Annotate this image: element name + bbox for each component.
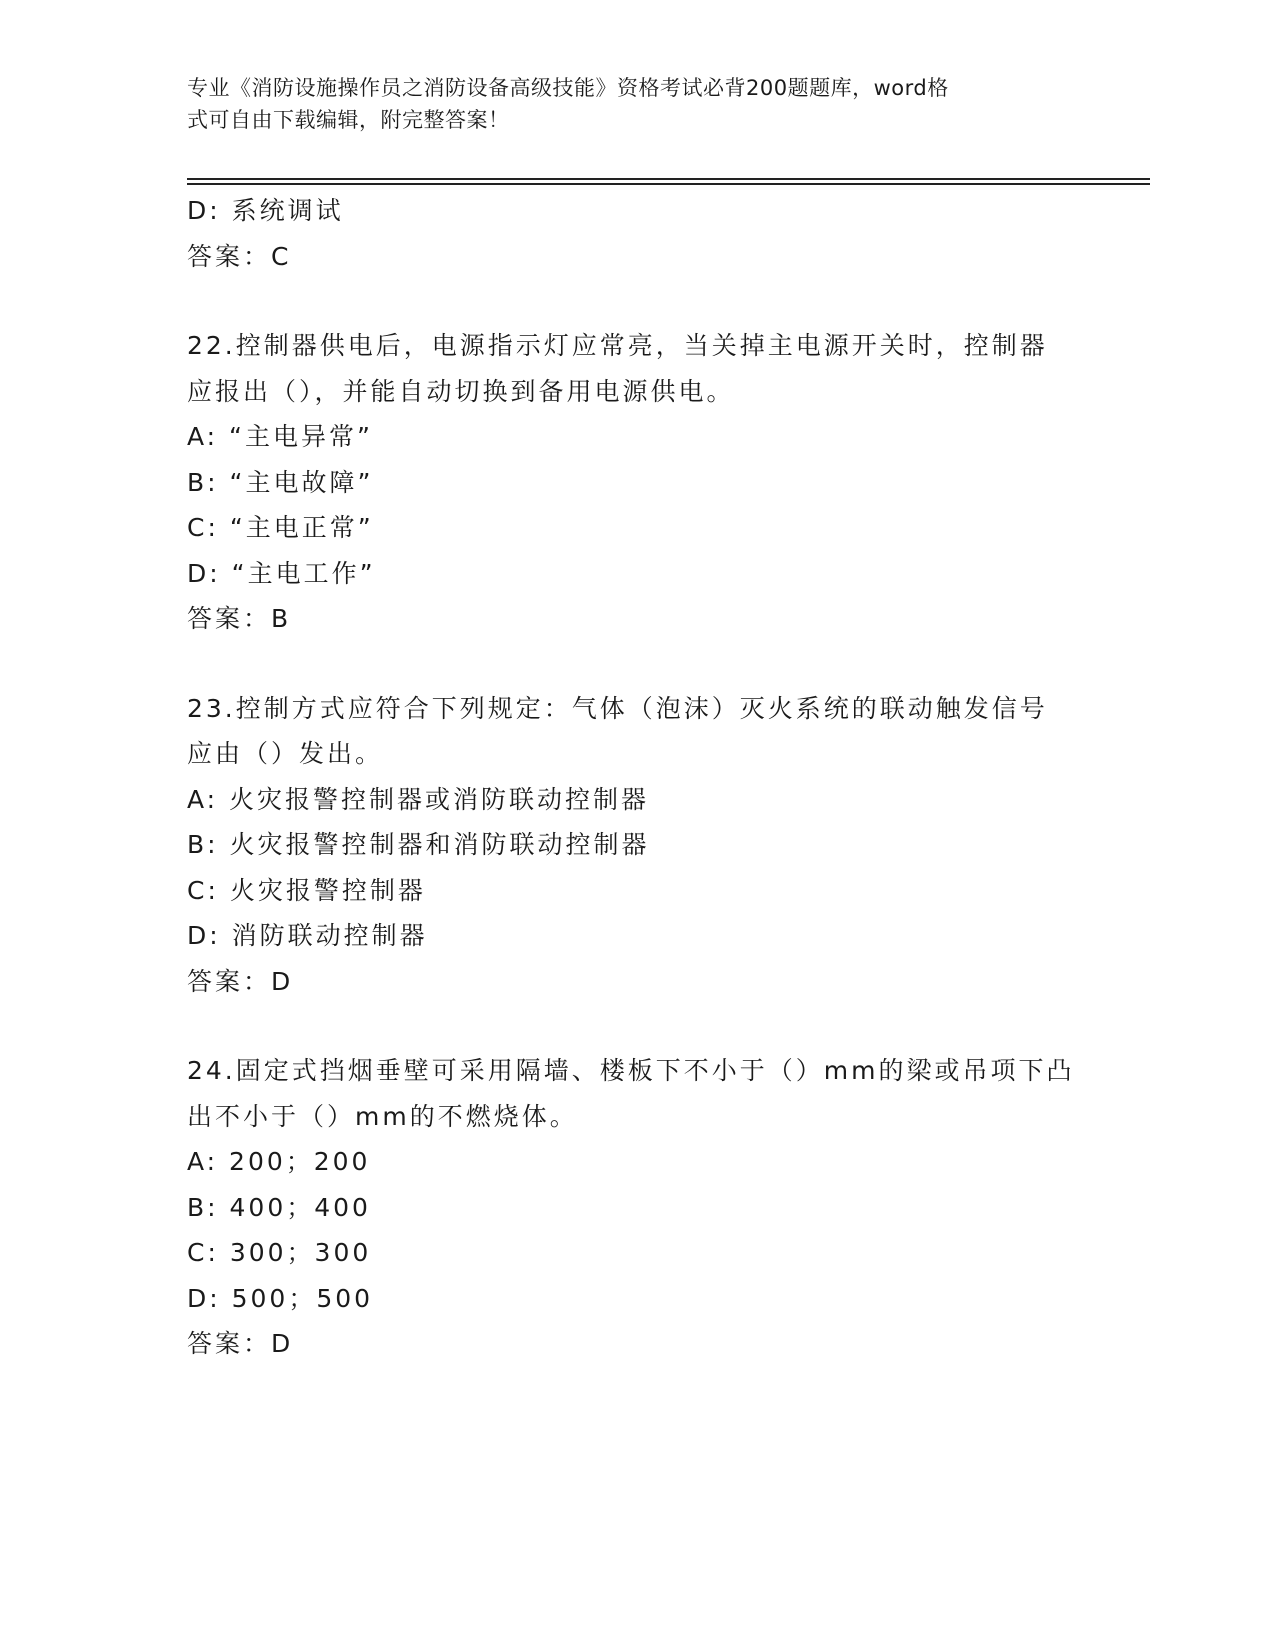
option-a: A: 200；200 [187,1147,371,1176]
answer: 答案：B [187,604,292,633]
option-a: A: “主电异常” [187,422,373,451]
option-c: C: “主电正常” [187,513,374,542]
spacer [187,279,1087,323]
document-header [187,72,1087,136]
option-b: B: 火灾报警控制器和消防联动控制器 [187,830,650,859]
question-stem-cont: 应报出（），并能自动切换到备用电源供电。 [187,376,735,406]
option-d: D: 消防联动控制器 [187,921,428,950]
option-d: D: 系统调试 [187,196,344,225]
header-line-2: 式可自由下载编辑，附完整答案！ [187,108,510,132]
option-b: B: “主电故障” [187,467,374,497]
spacer [187,1004,1087,1048]
answer: 答案：D [187,966,294,996]
question-23 [187,686,1087,1005]
question-stem: 23.控制方式应符合下列规定：气体（泡沫）灭火系统的联动触发信号 [187,693,1048,723]
header-divider-bottom [187,183,1150,185]
question-stem: 24.固定式挡烟垂壁可采用隔墙、楼板下不小于（）mm的梁或吊项下凸 [187,1056,1075,1085]
question-22 [187,323,1087,642]
option-c: C: 300；300 [187,1238,372,1267]
option-d: D: 500；500 [187,1283,374,1313]
header-divider-top [187,178,1150,180]
option-a: A: 火灾报警控制器或消防联动控制器 [187,784,650,814]
spacer [187,642,1087,686]
question-stem-cont: 应由（）发出。 [187,739,384,768]
option-b: B: 400；400 [187,1192,371,1222]
header-line-1: 专业《消防设施操作员之消防设备高级技能》资格考试必背200题题库，word格 [187,76,949,100]
answer: 答案：D [187,1329,294,1358]
question-21-tail [187,188,1087,279]
question-stem-cont: 出不小于（）mm的不燃烧体。 [187,1101,578,1131]
question-stem: 22.控制器供电后，电源指示灯应常亮，当关掉主电源开关时，控制器 [187,331,1048,360]
question-24 [187,1048,1087,1367]
option-d: D: “主电工作” [187,558,376,588]
option-c: C: 火灾报警控制器 [187,875,426,905]
question-list [187,188,1087,1367]
answer: 答案：C [187,241,292,271]
